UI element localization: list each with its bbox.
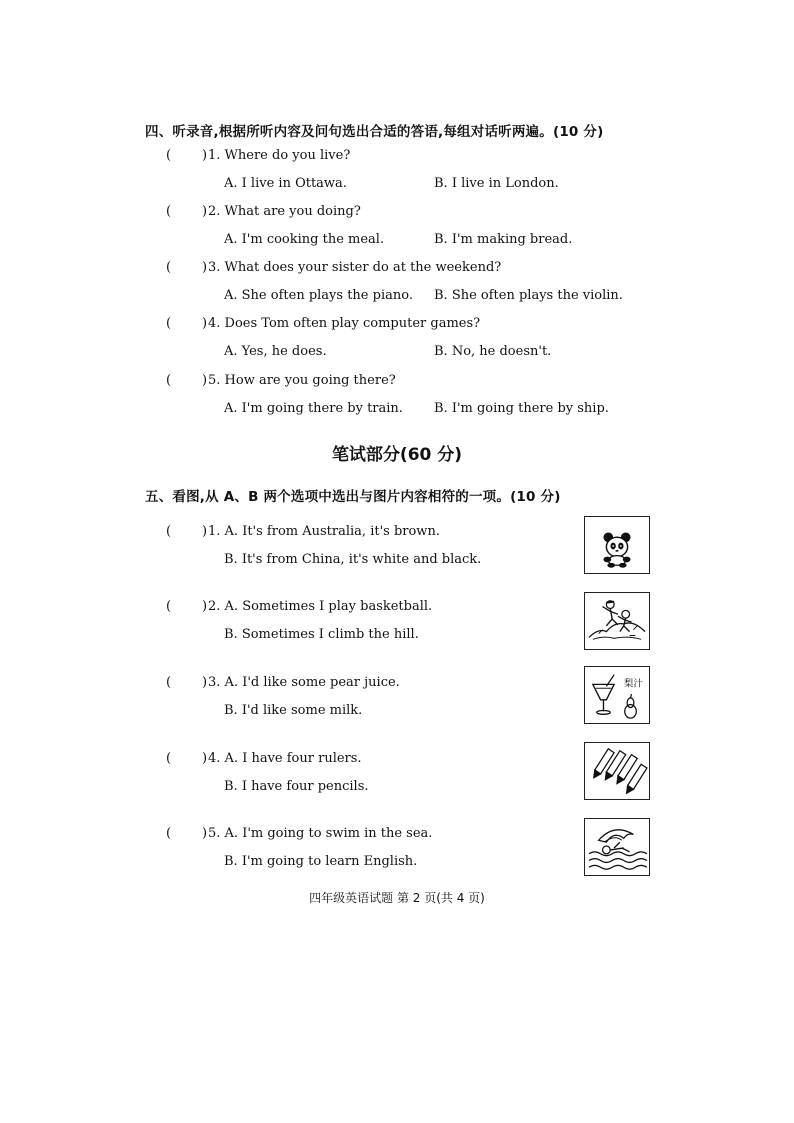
paren-left: ( bbox=[166, 826, 172, 841]
paren-left: ( bbox=[166, 524, 172, 539]
option-b: B. She often plays the violin. bbox=[434, 288, 623, 303]
question-text: 1. Where do you live? bbox=[208, 148, 351, 163]
paren-right: ) bbox=[202, 373, 208, 388]
paren-left: ( bbox=[166, 675, 172, 690]
paren-right: ) bbox=[202, 148, 208, 163]
question-text: 5. How are you going there? bbox=[208, 373, 396, 388]
option-a: 5. A. I'm going to swim in the sea. bbox=[208, 826, 433, 841]
pear-juice-picture bbox=[584, 666, 650, 724]
paren-right: ) bbox=[202, 260, 208, 275]
picture-label: 梨汁 bbox=[623, 678, 644, 690]
pencils-icon bbox=[585, 743, 649, 799]
option-a: 1. A. It's from Australia, it's brown. bbox=[208, 524, 440, 539]
question-text: 4. Does Tom often play computer games? bbox=[208, 316, 481, 331]
section4-title: 四、听录音,根据所听内容及问句选出合适的答语,每组对话听两遍。(10 分) bbox=[145, 124, 604, 140]
paren-left: ( bbox=[166, 316, 172, 331]
paren-right: ) bbox=[202, 826, 208, 841]
option-b: B. I'd like some milk. bbox=[224, 703, 363, 718]
panda-picture bbox=[584, 516, 650, 574]
paren-left: ( bbox=[166, 148, 172, 163]
option-a: A. I'm going there by train. bbox=[224, 401, 403, 416]
option-a: A. I live in Ottawa. bbox=[224, 176, 347, 191]
pear-juice-icon bbox=[585, 667, 649, 723]
paren-right: ) bbox=[202, 204, 208, 219]
paren-right: ) bbox=[202, 751, 208, 766]
option-a: A. Yes, he does. bbox=[224, 344, 327, 359]
climbing-icon bbox=[585, 593, 649, 649]
option-b: B. I'm making bread. bbox=[434, 232, 573, 247]
paren-right: ) bbox=[202, 316, 208, 331]
option-b: B. I live in London. bbox=[434, 176, 559, 191]
option-a: 3. A. I'd like some pear juice. bbox=[208, 675, 400, 690]
paren-left: ( bbox=[166, 751, 172, 766]
option-b: B. I'm going to learn English. bbox=[224, 854, 418, 869]
option-a: A. She often plays the piano. bbox=[224, 288, 413, 303]
option-a: 2. A. Sometimes I play basketball. bbox=[208, 599, 433, 614]
swimming-icon bbox=[585, 819, 649, 875]
pencils-picture bbox=[584, 742, 650, 800]
page-footer: 四年级英语试题 第 2 页(共 4 页) bbox=[309, 891, 485, 905]
climbing-picture bbox=[584, 592, 650, 650]
section5-title: 五、看图,从 A、B 两个选项中选出与图片内容相符的一项。(10 分) bbox=[145, 489, 561, 505]
option-b: B. Sometimes I climb the hill. bbox=[224, 627, 419, 642]
paren-right: ) bbox=[202, 599, 208, 614]
option-b: B. I have four pencils. bbox=[224, 779, 369, 794]
option-a: A. I'm cooking the meal. bbox=[224, 232, 385, 247]
panda-icon bbox=[585, 517, 649, 573]
paren-left: ( bbox=[166, 204, 172, 219]
question-text: 2. What are you doing? bbox=[208, 204, 361, 219]
paren-right: ) bbox=[202, 675, 208, 690]
question-text: 3. What does your sister do at the weekend? bbox=[208, 260, 502, 275]
paren-left: ( bbox=[166, 599, 172, 614]
swimming-picture bbox=[584, 818, 650, 876]
paren-left: ( bbox=[166, 373, 172, 388]
option-b: B. It's from China, it's white and black. bbox=[224, 552, 482, 567]
paren-right: ) bbox=[202, 524, 208, 539]
option-a: 4. A. I have four rulers. bbox=[208, 751, 362, 766]
paren-left: ( bbox=[166, 260, 172, 275]
option-b: B. I'm going there by ship. bbox=[434, 401, 609, 416]
option-b: B. No, he doesn't. bbox=[434, 344, 552, 359]
written-part-title: 笔试部分(60 分) bbox=[331, 445, 463, 465]
